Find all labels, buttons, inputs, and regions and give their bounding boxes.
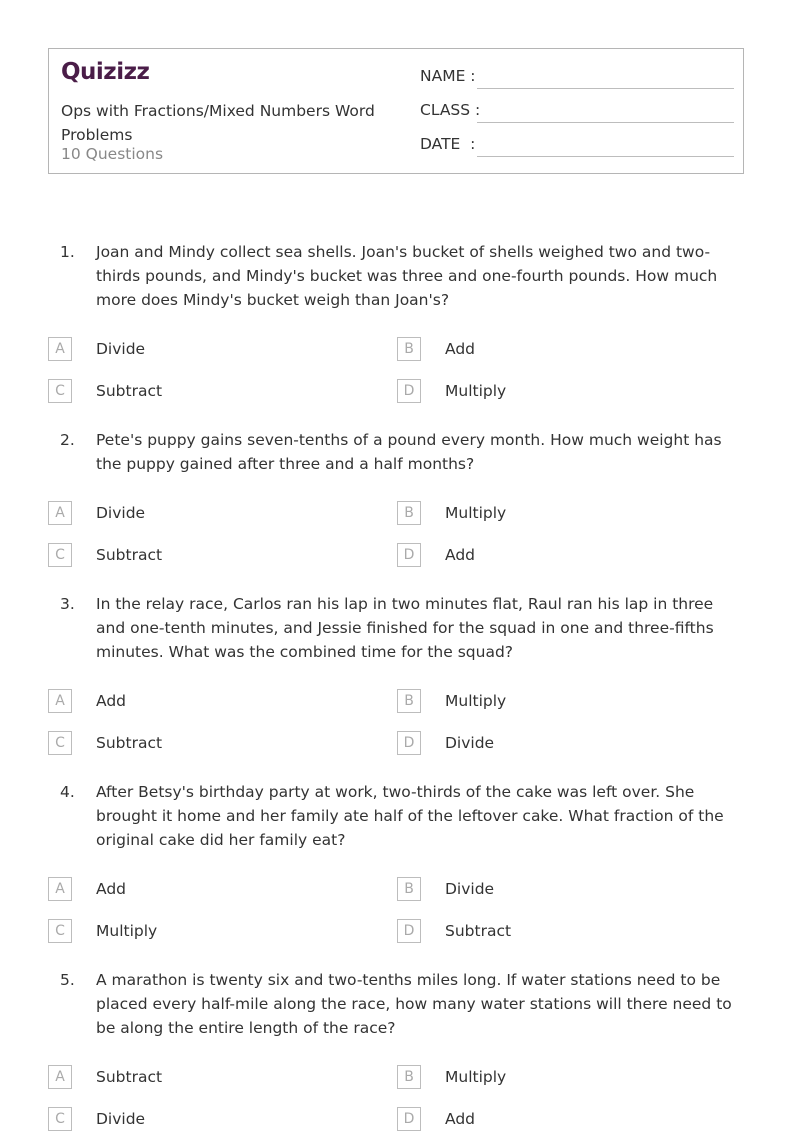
option-text: Subtract (445, 922, 512, 940)
option-text: Divide (445, 880, 495, 898)
name-field[interactable] (420, 67, 734, 91)
question-number: 3. (60, 595, 75, 613)
option-letter: A (48, 337, 72, 361)
option-letter: C (48, 543, 72, 567)
option-letter: A (48, 877, 72, 901)
option-letter: C (48, 731, 72, 755)
option-text: Add (96, 692, 127, 710)
date-label: DATE : (420, 135, 476, 153)
option-letter: D (397, 379, 421, 403)
option-letter: D (397, 919, 421, 943)
question-number: 2. (60, 431, 75, 449)
option-text: Subtract (96, 734, 163, 752)
date-field[interactable] (420, 135, 734, 159)
question-number: 1. (60, 243, 75, 261)
date-line (477, 156, 734, 157)
option-text: Multiply (445, 692, 507, 710)
option-letter: D (397, 1107, 421, 1131)
option-text: Subtract (96, 546, 163, 564)
worksheet-title: Ops with Fractions/Mixed Numbers Word Problems (61, 102, 375, 144)
class-label: CLASS : (420, 101, 481, 119)
option-letter: B (397, 337, 421, 361)
option-text: Add (445, 340, 476, 358)
question-count: 10 Questions (61, 145, 164, 163)
option-letter: A (48, 501, 72, 525)
option-letter: B (397, 877, 421, 901)
option-text: Add (445, 546, 476, 564)
option-letter: B (397, 689, 421, 713)
option-text: Divide (445, 734, 495, 752)
option-letter: C (48, 379, 72, 403)
question-text: Pete's puppy gains seven-tenths of a pound every month. How much weight has the puppy gained after three and a half months? (96, 431, 722, 473)
option-letter: B (397, 501, 421, 525)
option-letter: A (48, 689, 72, 713)
quizizz-logo: Quizizz (61, 59, 150, 85)
option-letter: B (397, 1065, 421, 1089)
option-text: Multiply (445, 1068, 507, 1086)
question-text: Joan and Mindy collect sea shells. Joan's bucket of shells weighed two and two-thirds pounds, and Mindy's bucket was three and one-fourth pounds. How much more does Mindy's bucket weigh than Joan's? (96, 243, 718, 309)
question-text: A marathon is twenty six and two-tenths miles long. If water stations need to be placed every half-mile along the race, how many water stations will there need to be along the entire length of the race? (96, 971, 732, 1037)
option-text: Divide (96, 340, 146, 358)
option-text: Add (96, 880, 127, 898)
option-text: Multiply (96, 922, 158, 940)
option-text: Divide (96, 504, 146, 522)
option-text: Divide (96, 1110, 146, 1128)
option-text: Subtract (96, 1068, 163, 1086)
option-text: Add (445, 1110, 476, 1128)
option-letter: C (48, 1107, 72, 1131)
question-number: 5. (60, 971, 75, 989)
name-line (477, 88, 734, 89)
option-text: Subtract (96, 382, 163, 400)
question-text: In the relay race, Carlos ran his lap in two minutes flat, Raul ran his lap in three and one-tenth minutes, and Jessie finished for the squad in one and three-fifths minutes. What was the combined time for the squad? (96, 595, 714, 661)
question-text: After Betsy's birthday party at work, two-thirds of the cake was left over. She brought it home and her family ate half of the leftover cake. What fraction of the original cake did her family eat? (96, 783, 724, 849)
option-letter: D (397, 731, 421, 755)
option-letter: C (48, 919, 72, 943)
option-letter: D (397, 543, 421, 567)
name-label: NAME : (420, 67, 476, 85)
worksheet-header (48, 48, 744, 174)
question-number: 4. (60, 783, 75, 801)
option-letter: A (48, 1065, 72, 1089)
class-field[interactable] (420, 101, 734, 125)
option-text: Multiply (445, 382, 507, 400)
class-line (477, 122, 734, 123)
option-text: Multiply (445, 504, 507, 522)
